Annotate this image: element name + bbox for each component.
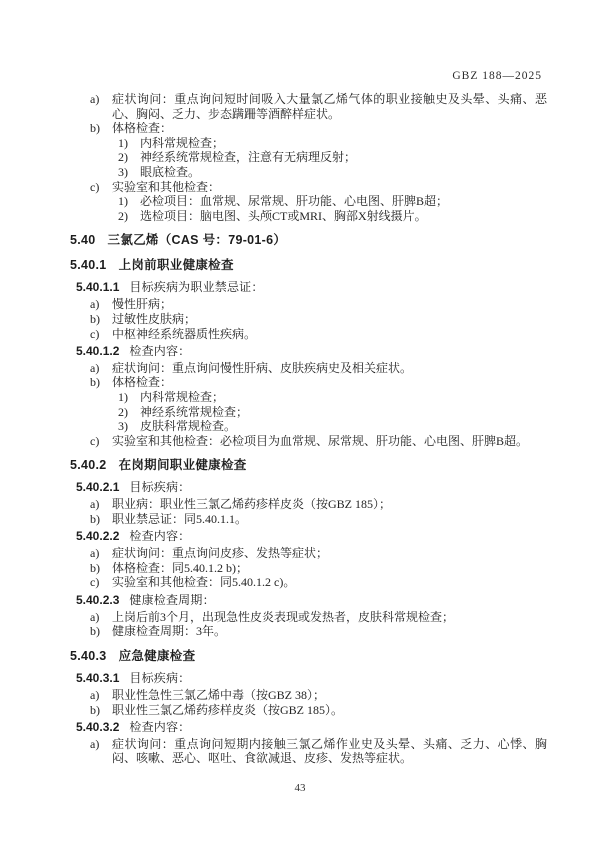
list-text: 症状询问：重点询问皮疹、发热等症状； <box>112 546 329 561</box>
list-item <box>90 546 547 561</box>
clause-heading <box>76 344 547 359</box>
list-text: 皮肤科常规检查。 <box>140 419 237 434</box>
list-text: 职业病：职业性三氯乙烯药疹样皮炎（按GBZ 185）； <box>112 497 392 512</box>
list-item <box>90 297 547 312</box>
list-marker: b) <box>90 560 100 575</box>
list-item <box>90 327 547 342</box>
list-text: 内科常规检查； <box>140 390 225 404</box>
list-item <box>90 434 547 449</box>
clause-number: 5.40.1 <box>70 258 107 273</box>
list-marker: a) <box>90 687 100 702</box>
list-text: 职业性急性三氯乙烯中毒（按GBZ 38）； <box>112 687 326 702</box>
clause-number: 5.40.1.2 <box>76 343 120 358</box>
list-text: 慢性肝病； <box>112 297 173 312</box>
list-item <box>90 92 547 121</box>
list-marker: b) <box>90 121 100 136</box>
clause-title: 三氯乙烯（CAS 号：79-01-6） <box>107 233 287 248</box>
clause-title: 检查内容： <box>129 719 191 734</box>
list-item <box>118 419 547 434</box>
list-marker: b) <box>90 375 100 390</box>
list-text: 实验室和其他检查：必检项目为血常规、尿常规、肝功能、心电图、肝脾B超。 <box>112 433 529 448</box>
clause-number: 5.40.2 <box>70 458 107 473</box>
list-marker: 2) <box>118 208 128 223</box>
clause-number: 5.40.1.1 <box>76 280 120 295</box>
list-item <box>90 561 547 576</box>
list-marker: 2) <box>118 150 128 165</box>
list-text: 选检项目：脑电图、头颅CT或MRI、胸部X射线摄片。 <box>140 208 427 223</box>
list-marker: a) <box>90 297 100 312</box>
list-marker: a) <box>90 497 100 512</box>
list-item <box>118 194 547 209</box>
list-marker: 2) <box>118 404 128 419</box>
list-item <box>90 610 547 625</box>
clause-heading <box>76 280 547 295</box>
list-item <box>90 575 547 590</box>
list-item <box>90 361 547 376</box>
list-text: 症状询问：重点询问短时间吸入大量氯乙烯气体的职业接触史及头晕、头痛、恶心、胸闷、乏力、步态蹒跚等酒醉样症状。 <box>112 92 547 121</box>
list-marker: a) <box>90 609 100 624</box>
clause-number: 5.40.2.3 <box>76 592 120 607</box>
list-text: 体格检查： <box>112 121 173 136</box>
list-marker: 1) <box>118 194 128 209</box>
clause-number: 5.40.3 <box>70 648 107 663</box>
clause-title: 上岗前职业健康检查 <box>118 258 234 273</box>
list-item <box>90 497 547 512</box>
list-marker: b) <box>90 512 100 527</box>
list-item <box>118 390 547 405</box>
list-text: 内科常规检查； <box>140 135 225 150</box>
clause-title: 目标疾病为职业禁忌证： <box>129 280 264 295</box>
list-text: 中枢神经系统器质性疾病。 <box>112 326 257 341</box>
list-marker: c) <box>90 575 100 590</box>
clause-title: 在岗期间职业健康检查 <box>118 458 247 473</box>
list-marker: 1) <box>118 135 128 150</box>
list-marker: c) <box>90 179 100 194</box>
list-item <box>90 375 547 390</box>
clause-title: 检查内容： <box>129 343 191 358</box>
list-marker: 1) <box>118 390 128 404</box>
list-item <box>118 150 547 165</box>
clause-number: 5.40.3.1 <box>76 670 120 685</box>
clause-heading <box>76 720 547 735</box>
list-text: 眼底检查。 <box>140 164 201 179</box>
list-marker: b) <box>90 312 100 327</box>
section-heading <box>70 257 547 273</box>
list-marker: 3) <box>118 419 128 434</box>
list-marker: a) <box>90 736 100 751</box>
list-marker: b) <box>90 624 100 639</box>
list-text: 神经系统常规检查，注意有无病理反射； <box>140 150 357 165</box>
list-marker: a) <box>90 92 100 106</box>
list-item <box>118 136 547 151</box>
clause-heading <box>76 593 547 608</box>
list-text: 健康检查周期：3年。 <box>112 624 227 639</box>
list-item <box>118 209 547 224</box>
list-marker: c) <box>90 326 100 341</box>
list-marker: b) <box>90 702 100 717</box>
clause-number: 5.40 <box>70 233 96 248</box>
list-text: 职业禁忌证：同5.40.1.1。 <box>112 512 248 527</box>
section-heading <box>70 457 547 473</box>
list-item <box>90 312 547 327</box>
list-text: 实验室和其他检查：同5.40.1.2 c)。 <box>112 575 296 590</box>
clause-title: 目标疾病： <box>129 670 191 685</box>
clause-title: 目标疾病： <box>129 480 191 495</box>
clause-number: 5.40.2.2 <box>76 529 120 544</box>
list-item <box>90 512 547 527</box>
list-item <box>118 405 547 420</box>
clause-number: 5.40.3.2 <box>76 719 120 734</box>
list-text: 症状询问：重点询问慢性肝病、皮肤疾病史及相关症状。 <box>112 360 413 375</box>
list-marker: a) <box>90 360 100 375</box>
clause-heading <box>76 671 547 686</box>
section-heading <box>70 648 547 664</box>
list-item <box>90 121 547 136</box>
standard-number: GBZ 188—2025 <box>452 70 542 82</box>
clause-heading <box>76 529 547 544</box>
list-item <box>118 165 547 180</box>
list-marker: c) <box>90 433 100 448</box>
document-body <box>70 92 547 766</box>
clause-number: 5.40.2.1 <box>76 480 120 495</box>
list-text: 神经系统常规检查； <box>140 404 249 419</box>
list-item <box>90 180 547 195</box>
list-item <box>90 703 547 718</box>
list-text: 过敏性皮肤病； <box>112 312 197 327</box>
list-text: 上岗后前3个月，出现急性皮炎表现或发热者，皮肤科常规检查； <box>112 609 455 624</box>
clause-title: 应急健康检查 <box>118 648 196 663</box>
list-item <box>90 737 547 766</box>
clause-title: 健康检查周期： <box>129 592 215 607</box>
list-text: 体格检查： <box>112 375 173 390</box>
list-text: 必检项目：血常规、尿常规、肝功能、心电图、肝脾B超； <box>140 194 449 209</box>
list-text: 职业性三氯乙烯药疹样皮炎（按GBZ 185）。 <box>112 702 344 717</box>
list-item <box>90 688 547 703</box>
clause-title: 检查内容： <box>129 529 191 544</box>
list-text: 体格检查：同5.40.1.2 b)； <box>112 560 248 575</box>
section-heading <box>70 232 547 248</box>
clause-heading <box>76 480 547 495</box>
list-marker: a) <box>90 546 100 561</box>
list-marker: 3) <box>118 164 128 179</box>
list-item <box>90 624 547 639</box>
running-header <box>452 70 542 82</box>
list-text: 症状询问：重点询问短期内接触三氯乙烯作业史及头晕、头痛、乏力、心悸、胸闷、咳嗽、恶心、呕吐、食欲减退、皮疹、发热等症状。 <box>112 736 547 766</box>
list-text: 实验室和其他检查： <box>112 179 221 194</box>
page-number: 43 <box>294 782 306 794</box>
